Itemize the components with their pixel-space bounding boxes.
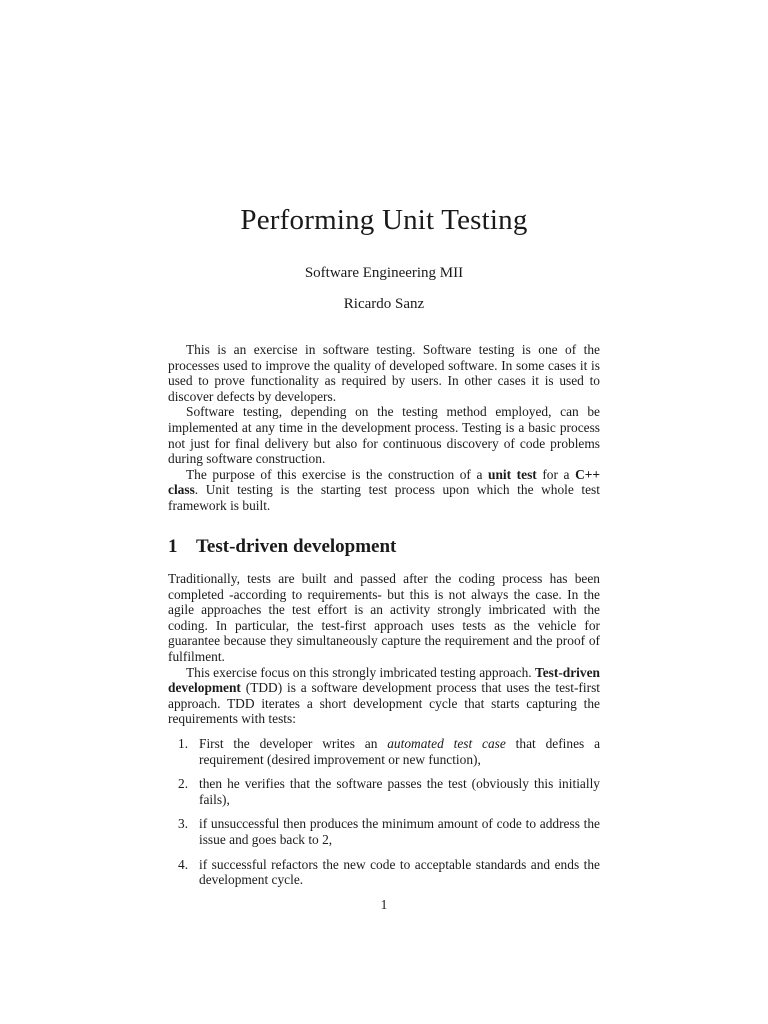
list-item <box>168 776 600 807</box>
list-marker: 3. <box>178 816 189 832</box>
section-paragraph-1: Traditionally, tests are built and passed after the coding process has been completed -according to requirements- but this is not always the case. In the agile approaches the test effort is an activity strongly imbricated with the coding. In particular, the test-first approach uses tests as the vehicle for guarantee because they simultaneously capture the requirement and the proof of fulfilment. <box>168 571 600 664</box>
section-p2-text-start: This exercise focus on this strongly imbricated testing approach. <box>186 664 536 680</box>
abstract-paragraph-2: Software testing, depending on the testing method employed, can be implemented at any time in the development process. Testing is a basic process not just for final delivery but also for continuous discovery of code problems during software construction. <box>168 404 600 467</box>
section-number: 1 <box>168 536 178 557</box>
term-unit-test: unit test <box>488 466 537 482</box>
abstract-paragraph-3 <box>168 467 600 514</box>
term-tdd: Test-driven development <box>168 664 600 696</box>
author-name: Ricardo Sanz <box>343 296 425 312</box>
section-paragraph-2 <box>168 665 600 727</box>
list-item <box>168 857 600 888</box>
section-p2-text-end: (TDD) is a software development process that uses the test-first approach. TDD iterates a short development cycle that starts capturing the requirements with tests: <box>168 680 600 727</box>
term-automated-test-case: automated test case <box>387 735 506 751</box>
section-heading <box>168 536 600 558</box>
page-number: 1 <box>380 897 388 912</box>
list-marker: 1. <box>178 735 189 751</box>
list-item <box>168 816 600 847</box>
term-cpp-class: C++ class <box>168 466 600 498</box>
abstract-p3-text-start: The purpose of this exercise is the construction of a <box>186 466 489 482</box>
abstract <box>168 342 600 514</box>
tdd-steps-list <box>168 736 600 888</box>
course-name: Software Engineering MII <box>304 265 464 281</box>
abstract-paragraph-1: This is an exercise in software testing. Software testing is one of the processes used to improve the quality of developed software. In some cases it is used to prove functionality as required by users. In other cases it is used to discover defects by developers. <box>168 342 600 404</box>
section-title: Test-driven development <box>196 536 397 557</box>
list-item-text: First the developer writes an <box>199 735 388 751</box>
document-title: Performing Unit Testing <box>240 204 528 236</box>
list-item-text: if successful refactors the new code to acceptable standards and ends the development cycle. <box>199 856 600 888</box>
list-item <box>168 736 600 767</box>
abstract-p3-text-end: . Unit testing is the starting test process upon which the whole test framework is built. <box>168 482 600 513</box>
abstract-p3-text-mid: for a <box>536 466 576 482</box>
list-item-text: if unsuccessful then produces the minimum amount of code to address the issue and goes back to 2, <box>199 816 600 847</box>
list-marker: 2. <box>178 776 189 792</box>
list-item-text: then he verifies that the software passes the test (obviously this initially fails), <box>199 776 600 807</box>
section-body <box>168 571 600 897</box>
list-marker: 4. <box>178 856 189 872</box>
list-item-text-end: that defines a requirement (desired improvement or new function), <box>199 735 601 767</box>
